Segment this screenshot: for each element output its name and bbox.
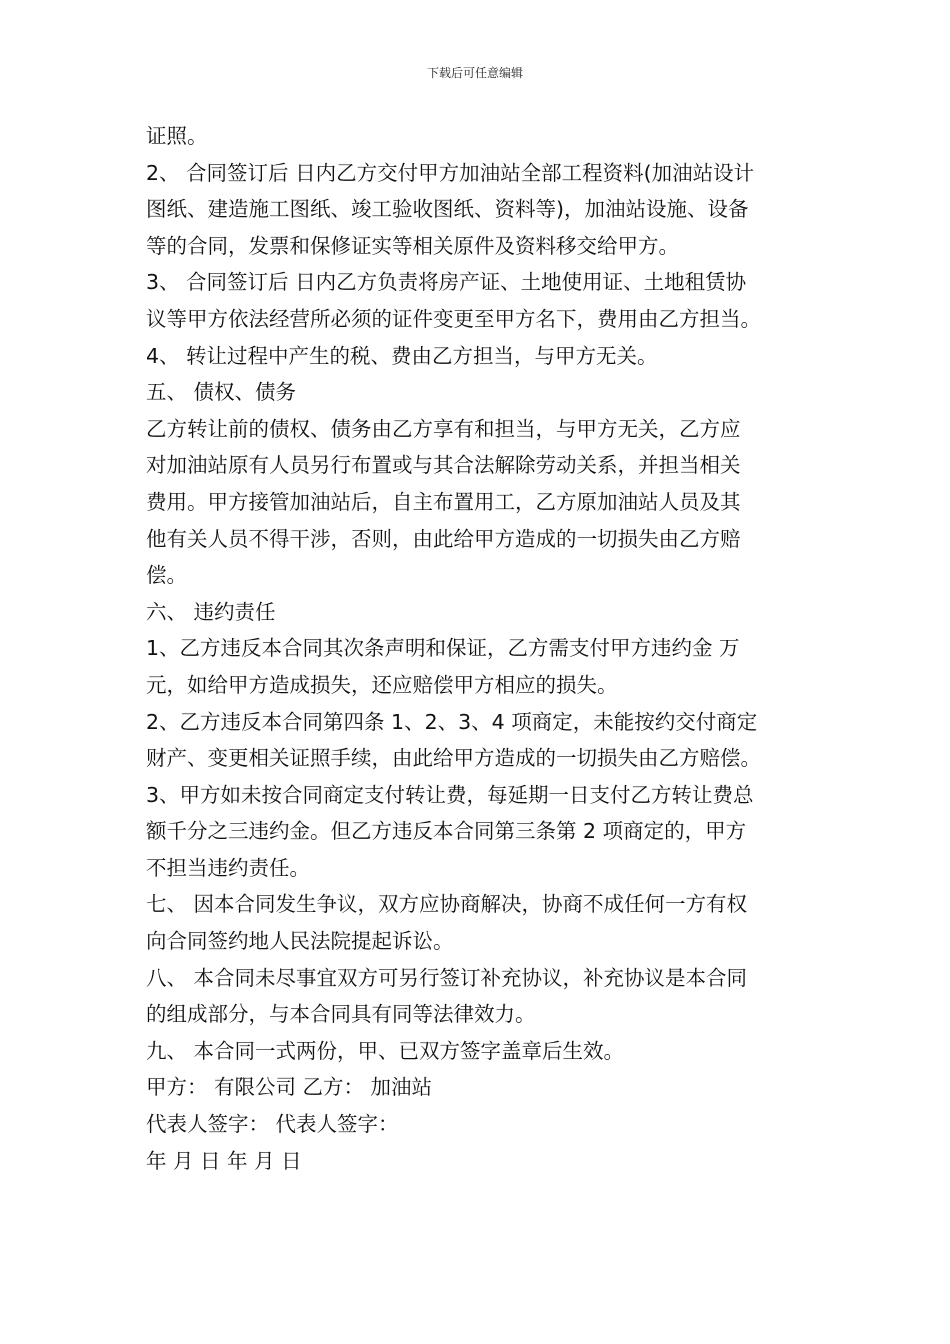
page-header: 下载后可任意编辑 — [426, 66, 523, 80]
text-line: 七、 因本合同发生争议，双方应协商解决，协商不成任何一方有权 — [146, 892, 748, 917]
text-line: 图纸、建造施工图纸、竣工验收图纸、资料等)，加油站设施、设备 — [146, 197, 749, 222]
text-line: 乙方转让前的债权、债务由乙方享有和担当，与甲方无关，乙方应 — [146, 416, 741, 441]
text-line: 2、乙方违反本合同第四条 1、2、3、4 项商定，未能按约交付商定 — [146, 709, 758, 734]
signature-date-line: 年 月 日 年 月 日 — [146, 1148, 302, 1173]
document-body — [146, 118, 810, 1179]
text-line: 费用。甲方接管加油站后，自主布置用工，乙方原加油站人员及其 — [146, 489, 741, 514]
text-line: 等的合同，发票和保修证实等相关原件及资料移交给甲方。 — [146, 233, 679, 258]
section-heading: 六、 违约责任 — [146, 599, 276, 624]
text-line: 财产、变更相关证照手续，由此给甲方造成的一切损失由乙方赔偿。 — [146, 746, 761, 771]
text-line: 议等甲方依法经营所必须的证件变更至甲方名下，费用由乙方担当。 — [146, 306, 761, 331]
section-heading: 五、 债权、债务 — [146, 380, 297, 405]
text-line: 的组成部分，与本合同具有同等法律效力。 — [146, 1002, 536, 1027]
text-line: 八、 本合同未尽事宜双方可另行签订补充协议，补充协议是本合同 — [146, 965, 748, 990]
text-line: 对加油站原有人员另行布置或与其合法解除劳动关系，并担当相关 — [146, 453, 741, 478]
signature-rep-line: 代表人签字： 代表人签字： — [146, 1112, 399, 1137]
text-line: 九、 本合同一式两份，甲、已双方签字盖章后生效。 — [146, 1038, 625, 1063]
text-line: 2、 合同签订后 日内乙方交付甲方加油站全部工程资料(加油站设计 — [146, 160, 755, 185]
text-line: 3、甲方如未按合同商定支付转让费，每延期一日支付乙方转让费总 — [146, 782, 754, 807]
text-line: 向合同签约地人民法院提起诉讼。 — [146, 929, 454, 954]
text-line: 3、 合同签订后 日内乙方负责将房产证、土地使用证、土地租赁协 — [146, 270, 747, 295]
text-line: 4、 转让过程中产生的税、费由乙方担当，与甲方无关。 — [146, 343, 658, 368]
text-line: 他有关人员不得干涉，否则，由此给甲方造成的一切损失由乙方赔 — [146, 526, 741, 551]
text-line: 证照。 — [146, 124, 208, 148]
text-line: 偿。 — [146, 563, 187, 588]
signature-party-line: 甲方： 有限公司 乙方： 加油站 — [146, 1075, 433, 1100]
text-line: 1、乙方违反本合同其次条声明和保证，乙方需支付甲方违约金 万 — [146, 636, 740, 661]
text-line: 元，如给甲方造成损失，还应赔偿甲方相应的损失。 — [146, 672, 618, 697]
text-line: 不担当违约责任。 — [146, 855, 310, 880]
text-line: 额千分之三违约金。但乙方违反本合同第三条第 2 项商定的，甲方 — [146, 819, 747, 844]
